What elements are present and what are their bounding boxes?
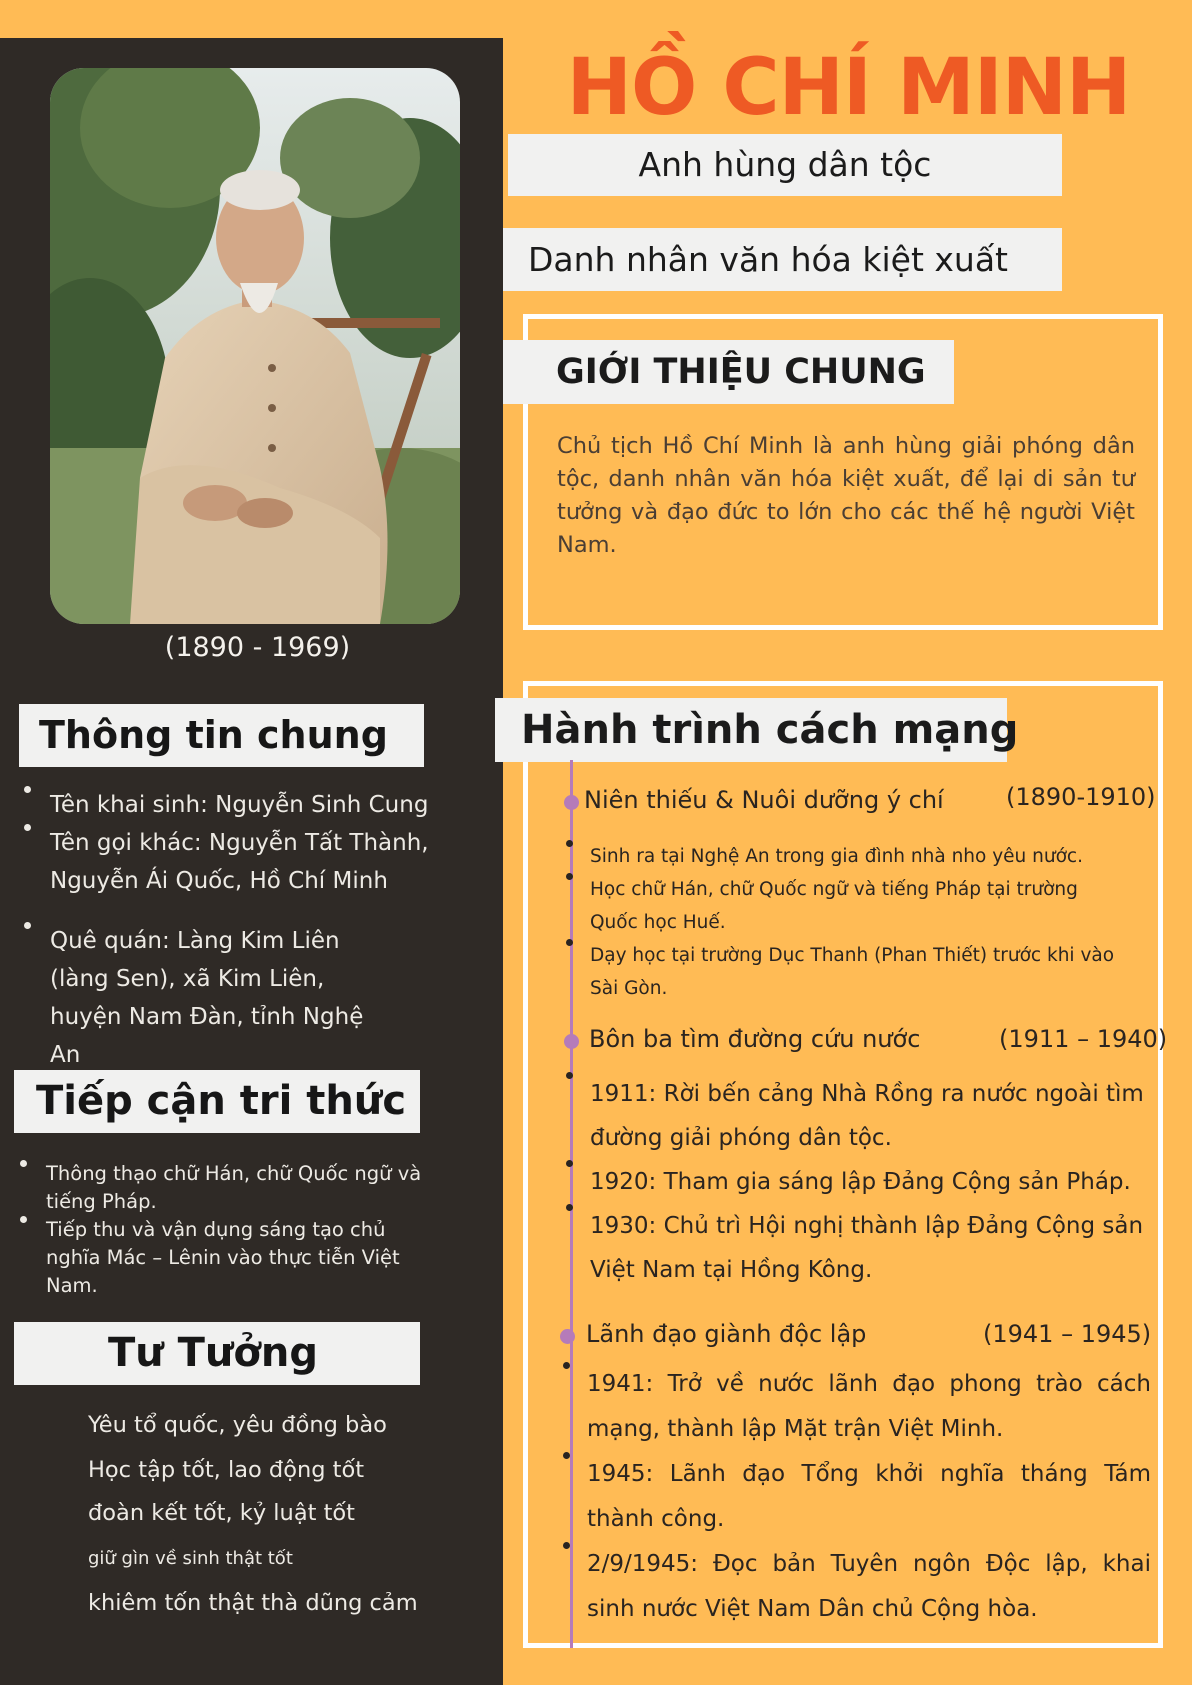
phase-title: Lãnh đạo giành độc lập — [586, 1320, 867, 1348]
phase-title: Niên thiếu & Nuôi dưỡng ý chí — [584, 786, 944, 814]
info-item-birth-name: Tên khai sinh: Nguyễn Sinh Cung — [50, 786, 450, 824]
event-item: 2/9/1945: Đọc bản Tuyên ngôn Độc lập, khai sinh nước Việt Nam Dân chủ Cộng hòa. — [587, 1542, 1151, 1632]
timeline-dot — [560, 1329, 575, 1344]
phase-events — [590, 1072, 1150, 1292]
event-item: 1930: Chủ trì Hội nghị thành lập Đảng Cộng sản Việt Nam tại Hồng Kông. — [590, 1204, 1150, 1292]
info-item-hometown: Quê quán: Làng Kim Liên (làng Sen), xã Kim Liên, huyện Nam Đàn, tỉnh Nghệ An — [50, 922, 390, 1074]
thought-line: đoàn kết tốt, kỷ luật tốt — [88, 1500, 355, 1526]
event-item: Sinh ra tại Nghệ An trong gia đình nhà nho yêu nước. — [590, 840, 1120, 873]
thought-line: Yêu tổ quốc, yêu đồng bào — [88, 1412, 387, 1438]
info-item-other-names: Tên gọi khác: Nguyễn Tất Thành, Nguyễn Ái Quốc, Hồ Chí Minh — [50, 824, 450, 900]
phase-period: (1941 – 1945) — [983, 1320, 1152, 1348]
info-heading-box — [19, 704, 424, 767]
subtitle-culture: Danh nhân văn hóa kiệt xuất — [503, 228, 1062, 291]
info-list — [50, 786, 450, 1074]
event-item: 1941: Trở về nước lãnh đạo phong trào cách mạng, thành lập Mặt trận Việt Minh. — [587, 1362, 1151, 1452]
phase-events — [587, 1362, 1151, 1632]
subtitle-hero: Anh hùng dân tộc — [508, 134, 1062, 196]
timeline-dot — [564, 795, 579, 810]
phase-events — [590, 840, 1120, 1005]
event-item: 1945: Lãnh đạo Tổng khởi nghĩa tháng Tám thành công. — [587, 1452, 1151, 1542]
knowledge-list — [46, 1160, 466, 1300]
intro-heading: GIỚI THIỆU CHUNG — [503, 340, 954, 404]
event-item: 1920: Tham gia sáng lập Đảng Cộng sản Pháp. — [590, 1160, 1150, 1204]
portrait-photo — [50, 68, 460, 624]
journey-heading: Hành trình cách mạng — [495, 698, 1007, 762]
thought-line: Học tập tốt, lao động tốt — [88, 1457, 365, 1483]
life-years: (1890 - 1969) — [164, 632, 351, 663]
intro-text: Chủ tịch Hồ Chí Minh là anh hùng giải phóng dân tộc, danh nhân văn hóa kiệt xuất, để lại di sản tư tưởng và đạo đức to lớn cho các thế hệ người Việt Nam. — [557, 433, 1135, 558]
knowledge-item-languages: Thông thạo chữ Hán, chữ Quốc ngữ và tiếng Pháp. — [46, 1160, 466, 1216]
event-item: 1911: Rời bến cảng Nhà Rồng ra nước ngoài tìm đường giải phóng dân tộc. — [590, 1072, 1150, 1160]
main-title: HỒ CHÍ MINH — [566, 43, 1131, 133]
event-item: Học chữ Hán, chữ Quốc ngữ và tiếng Pháp tại trường Quốc học Huế. — [590, 873, 1120, 939]
knowledge-heading: Tiếp cận tri thức — [36, 1078, 407, 1124]
timeline-dot — [564, 1034, 579, 1049]
knowledge-heading-box — [14, 1070, 420, 1133]
thought-heading: Tư Tưởng — [107, 1330, 319, 1376]
phase-period: (1890-1910) — [1006, 783, 1156, 811]
thought-heading-box — [14, 1322, 420, 1385]
thought-line: khiêm tốn thật thà dũng cảm — [88, 1590, 418, 1616]
thought-line: giữ gìn về sinh thật tốt — [88, 1548, 293, 1569]
phase-title: Bôn ba tìm đường cứu nước — [589, 1025, 921, 1053]
event-item: Dạy học tại trường Dục Thanh (Phan Thiết) trước khi vào Sài Gòn. — [590, 939, 1120, 1005]
phase-period: (1911 – 1940) — [999, 1025, 1168, 1053]
knowledge-item-marxism: Tiếp thu và vận dụng sáng tạo chủ nghĩa Mác – Lênin vào thực tiễn Việt Nam. — [46, 1216, 446, 1300]
info-heading: Thông tin chung — [39, 713, 388, 757]
